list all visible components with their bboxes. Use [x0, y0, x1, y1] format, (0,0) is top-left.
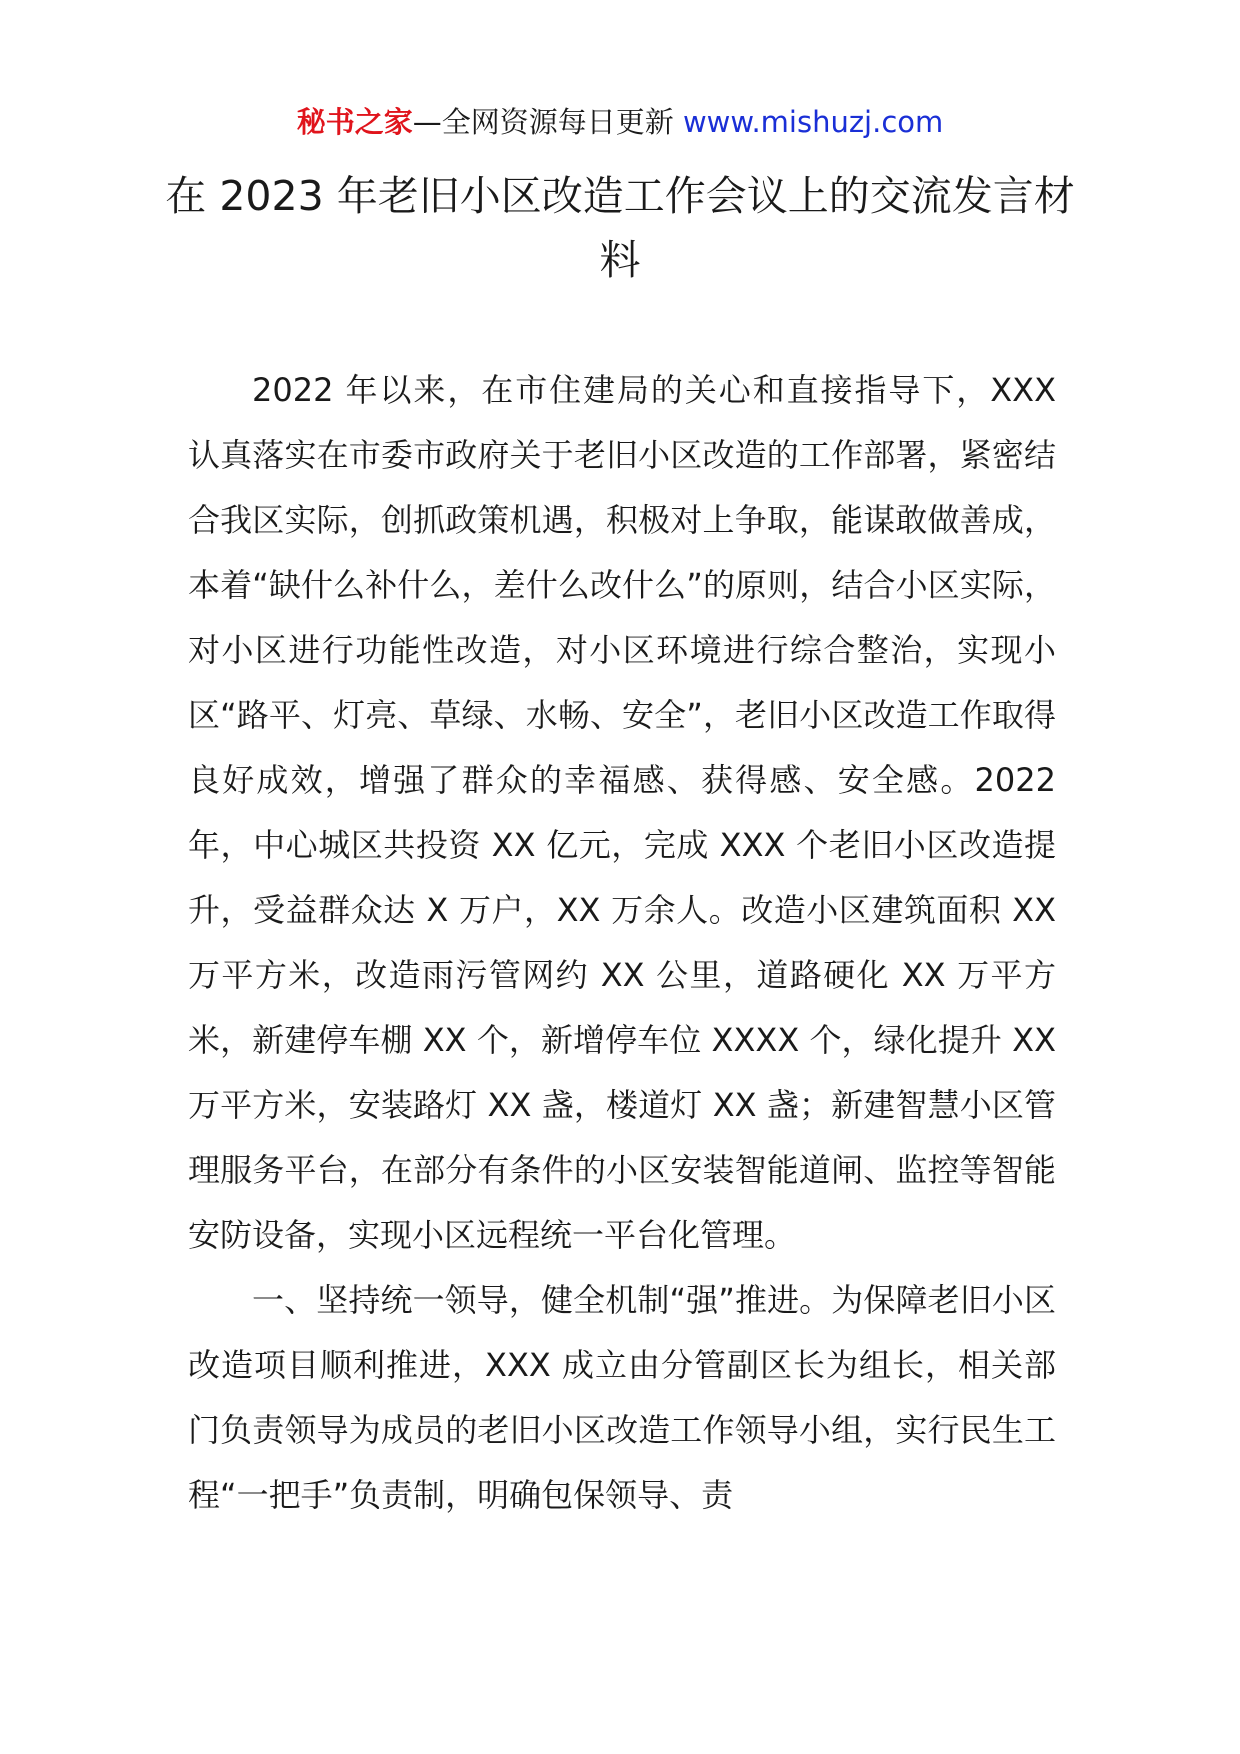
document-body — [188, 358, 1056, 1528]
paragraph-intro — [188, 358, 1056, 1268]
paragraph-section-one — [188, 1268, 1056, 1528]
paragraph-text: 为保障老旧小区改造项目顺利推进，XXX 成立由分管副区长为组长，相关部门负责领导为成员的老旧小区改造工作领导小组，实行民生工程“一把手”负责制，明确包保领导、责 — [188, 1281, 1056, 1514]
site-url-link[interactable]: www.mishuzj.com — [682, 105, 944, 139]
paragraph-text: 2022 年以来，在市住建局的关心和直接指导下，XXX 认真落实在市委市政府关于老旧小区改造的工作部署，紧密结合我区实际，创抓政策机遇，积极对上争取，能谋敢做善成，本着“缺什么补什么，差什么改什么”的原则，结合小区实际，对小区进行功能性改造，对小区环境进行综合整治，实现小区“路平、灯亮、草绿、水畅、安全”，老旧小区改造工作取得良好成效，增强了群众的幸福感、获得感、安全感。2022 年，中心城区共投资 XX 亿元，完成 XXX 个老旧小区改造提升，受益群众达 X 万户，XX 万余人。改造小区建筑面积 XX 万平方米，改造雨污管网约 XX 公里，道路硬化 XX 万平方米，新建停车棚 XX 个，新增停车位 XXXX 个，绿化提升 XX 万平方米，安装路灯 XX 盏，楼道灯 XX 盏；新建智慧小区管理服务平台，在部分有条件的小区安装智能道闸、监控等智能安防设备，实现小区远程统一平台化管理。 — [188, 371, 1056, 1254]
section-heading: 一、坚持统一领导，健全机制“强”推进。 — [252, 1281, 832, 1319]
document-title: 在 2023 年老旧小区改造工作会议上的交流发言材料 — [165, 172, 1075, 284]
site-header — [0, 102, 1240, 142]
brand-name: 秘书之家 — [296, 105, 413, 139]
header-slogan: —全网资源每日更新 — [412, 105, 683, 139]
